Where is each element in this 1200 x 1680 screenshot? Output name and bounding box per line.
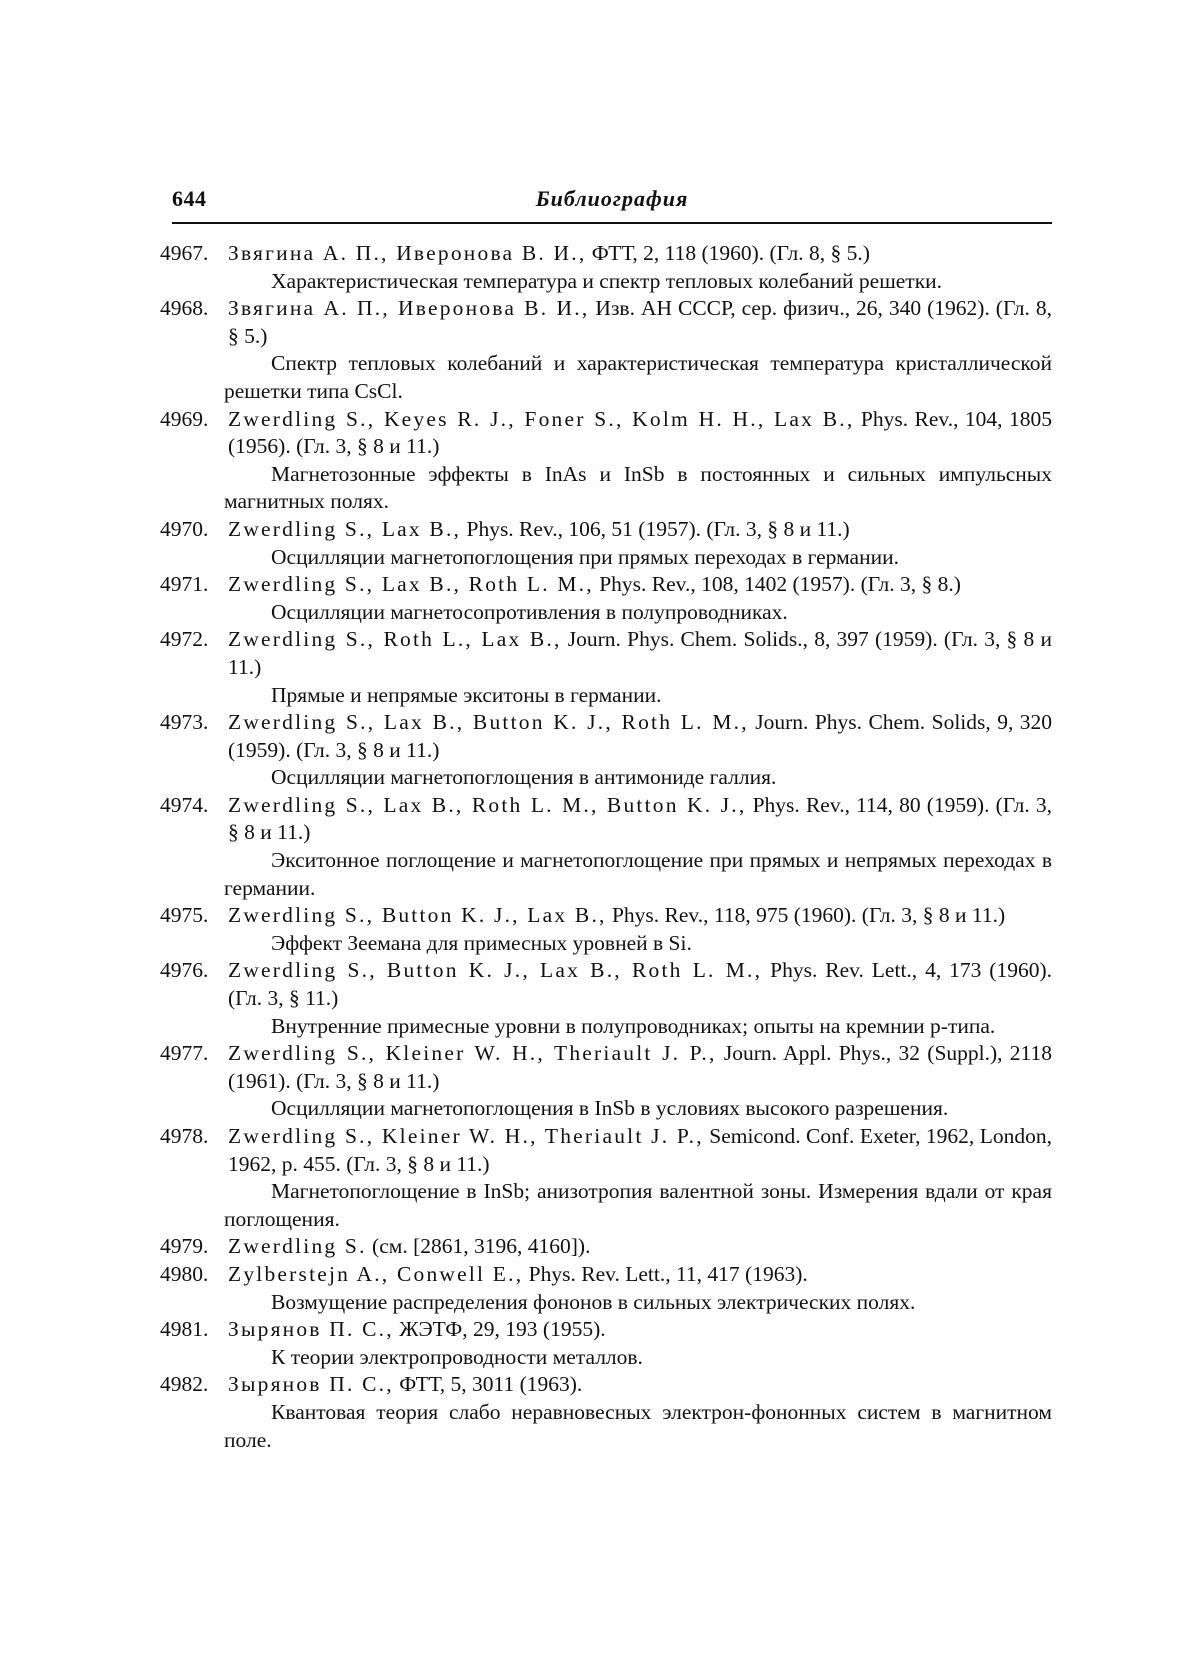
entry-title: Осцилляции магнетопоглощения в антимониде галлия. (271, 765, 777, 790)
entry-title: Осцилляции магнетопоглощения при прямых переходах в германии. (271, 544, 899, 569)
entry-number: 4967. (160, 241, 209, 265)
entry-citation: Phys. Rev., 108, 1402 (1957). (Гл. 3, § 8.) (593, 572, 961, 597)
entry-citation: Phys. Rev., 104, 1805 (1956). (Гл. 3, § 8 и 11.) (228, 406, 1052, 459)
entry-authors: Звягина А. П., Иверонова В. И., (228, 296, 590, 321)
entry-authors: Zylberstejn A., Conwell E., (228, 1261, 524, 1286)
entry-citation: (см. [2861, 3196, 4160]). (366, 1234, 591, 1259)
bib-entry-4971 (160, 571, 1052, 626)
bib-entry-4978 (160, 1123, 1052, 1233)
bib-entry-4967 (160, 240, 1052, 295)
entry-authors: Zwerdling S., Button K. J., Lax B., Roth L. M., (228, 958, 763, 983)
entry-citation: Phys. Rev., 106, 51 (1957). (Гл. 3, § 8 и 11.) (461, 516, 850, 541)
entry-number: 4969. (160, 406, 209, 431)
entry-authors: Zwerdling S. (228, 1234, 367, 1259)
entry-title: Характеристическая температура и спектр тепловых колебаний решетки. (271, 268, 943, 293)
entry-title: Магнетозонные эффекты в InAs и InSb в постоянных и сильных импульсных магнитных полях. (224, 461, 1052, 514)
entry-number: 4980. (160, 1261, 209, 1286)
entry-citation: ФТТ, 2, 118 (1960). (Гл. 8, § 5.) (586, 241, 870, 265)
bibliography-list (160, 240, 1052, 1454)
entry-citation: Journ. Phys. Chem. Solids, 9, 320 (1959). (Гл. 3, § 8 и 11.) (228, 710, 1052, 762)
entry-number: 4972. (160, 627, 209, 652)
bib-entry-4970 (160, 516, 1052, 571)
entry-title: Магнетопоглощение в InSb; анизотропия валентной зоны. Измерения вдали от края поглощения. (224, 1179, 1052, 1231)
bib-entry-4969 (160, 406, 1052, 516)
entry-authors: Zwerdling S., Kleiner W. H., Theriault J. P., (228, 1041, 717, 1066)
entry-citation: Phys. Rev. Lett., 4, 173 (1960). (Гл. 3, § 11.) (228, 958, 1052, 1011)
entry-authors: Zwerdling S., Button K. J., Lax B., (228, 903, 607, 928)
bib-entry-4974 (160, 792, 1052, 902)
entry-authors: Zwerdling S., Lax B., (228, 516, 462, 541)
page-number: 644 (172, 186, 207, 211)
entry-number: 4970. (160, 516, 209, 541)
bib-entry-4976 (160, 957, 1052, 1040)
entry-citation: Phys. Rev. Lett., 11, 417 (1963). (523, 1261, 808, 1286)
entry-authors: Zwerdling S., Keyes R. J., Foner S., Kolm H. H., Lax B., (228, 406, 855, 431)
bib-entry-4975 (160, 902, 1052, 957)
entry-title: К теории электропроводности металлов. (271, 1344, 643, 1369)
entry-authors: Zwerdling S., Lax B., Button K. J., Roth L. M., (228, 710, 749, 735)
entry-citation: Phys. Rev., 114, 80 (1959). (Гл. 3, § 8 и 11.) (228, 792, 1052, 845)
entry-citation: Изв. АН СССР, сер. физич., 26, 340 (1962). (Гл. 8, § 5.) (228, 296, 1052, 348)
bib-entry-4973 (160, 709, 1052, 792)
bib-entry-4980 (160, 1261, 1052, 1316)
entry-citation: Semicond. Conf. Exeter, 1962, London, 1962, p. 455. (Гл. 3, § 8 и 11.) (228, 1124, 1052, 1176)
entry-number: 4976. (160, 958, 209, 983)
bib-entry-4982 (160, 1371, 1052, 1454)
entry-citation: ЖЭТФ, 29, 193 (1955). (393, 1317, 606, 1342)
entry-number: 4979. (160, 1234, 209, 1259)
entry-authors: Zwerdling S., Lax B., Roth L. M., (228, 572, 594, 597)
entry-citation: Journ. Phys. Chem. Solids., 8, 397 (1959). (Гл. 3, § 8 и 11.) (228, 627, 1052, 679)
entry-citation: Journ. Appl. Phys., 32 (Suppl.), 2118 (1961). (Гл. 3, § 8 и 11.) (228, 1041, 1052, 1093)
entry-authors: Zwerdling S., Lax B., Roth L. M., Button K. J., (228, 792, 747, 817)
bib-entry-4981 (160, 1316, 1052, 1371)
bib-entry-4977 (160, 1040, 1052, 1123)
bib-entry-4979 (160, 1233, 1052, 1261)
entry-title: Эффект Зеемана для примесных уровней в Si. (271, 930, 692, 955)
page-header (172, 186, 1052, 216)
entry-title: Внутренние примесные уровни в полупроводниках; опыты на кремнии p-типа. (271, 1013, 996, 1038)
entry-title: Спектр тепловых колебаний и характеристическая температура кристаллической решетки типа CsCl. (224, 351, 1052, 403)
entry-number: 4974. (160, 792, 209, 817)
entry-title: Осцилляции магнетосопротивления в полупроводниках. (271, 599, 788, 624)
entry-title: Возмущение распределения фононов в сильных электрических полях. (271, 1289, 916, 1314)
entry-number: 4977. (160, 1041, 209, 1066)
bib-entry-4972 (160, 626, 1052, 709)
entry-title: Квантовая теория слабо неравновесных электрон-фононных систем в магнитном поле. (224, 1399, 1052, 1452)
entry-title: Осцилляции магнетопоглощения в InSb в условиях высокого разрешения. (271, 1096, 949, 1121)
running-title: Библиография (535, 186, 689, 211)
entry-authors: Зырянов П. С., (228, 1317, 394, 1342)
entry-title: Экситонное поглощение и магнетопоглощение при прямых и непрямых переходах в германии. (224, 848, 1052, 900)
entry-authors: Zwerdling S., Roth L., Lax B., (228, 627, 562, 652)
entry-citation: Phys. Rev., 118, 975 (1960). (Гл. 3, § 8 и 11.) (606, 903, 1006, 928)
entry-number: 4968. (160, 296, 209, 321)
entry-number: 4971. (160, 572, 209, 597)
entry-authors: Зырянов П. С., (228, 1372, 394, 1397)
entry-number: 4981. (160, 1317, 209, 1342)
entry-citation: ФТТ, 5, 3011 (1963). (393, 1372, 583, 1397)
entry-number: 4975. (160, 903, 209, 928)
entry-number: 4973. (160, 710, 209, 735)
entry-number: 4982. (160, 1372, 209, 1397)
entry-number: 4978. (160, 1124, 209, 1148)
header-rule (172, 222, 1052, 224)
entry-title: Прямые и непрямые экситоны в германии. (271, 682, 662, 707)
entry-authors: Звягина А. П., Иверонова В. И., (228, 241, 587, 265)
bib-entry-4968 (160, 295, 1052, 405)
entry-authors: Zwerdling S., Kleiner W. H., Theriault J. P., (228, 1124, 704, 1148)
